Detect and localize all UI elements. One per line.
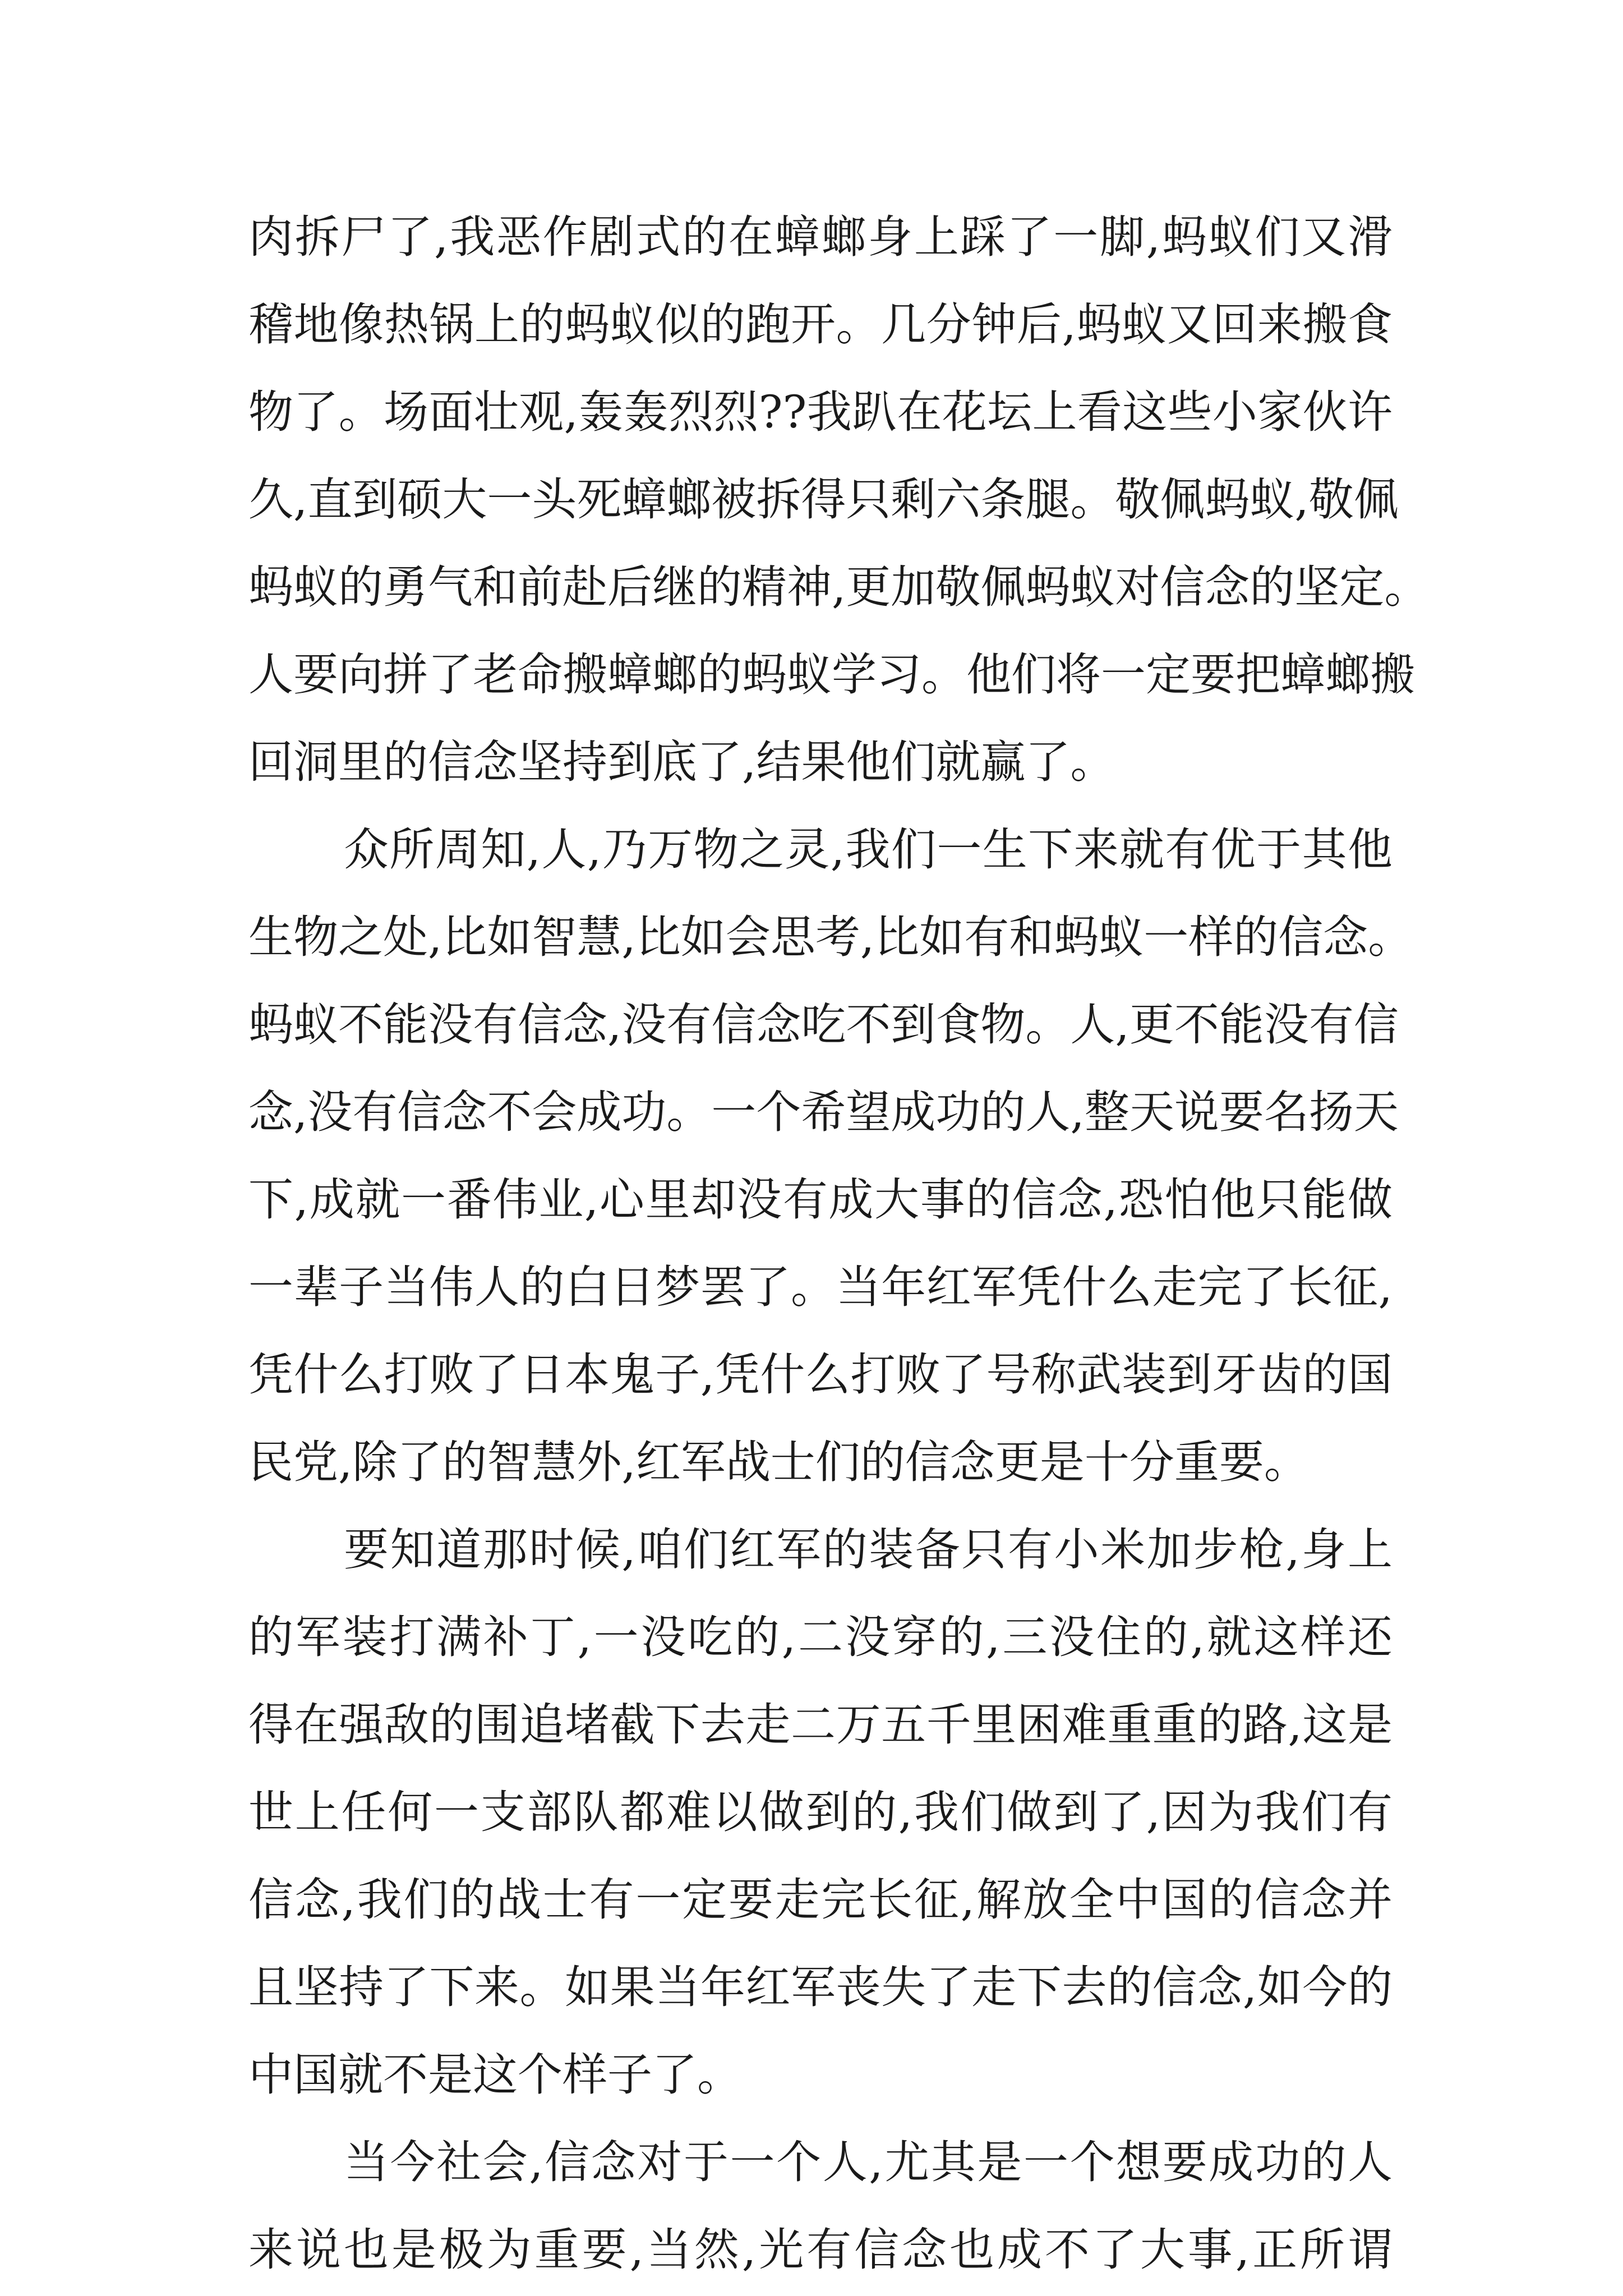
text-line: 众所周知,人,乃万物之灵,我们一生下来就有优于其他	[344, 823, 1393, 876]
text-line: 下,成就一番伟业,心里却没有成大事的信念,恐怕他只能做	[248, 1174, 1393, 1226]
text-line: 凭什么打败了日本鬼子,凭什么打败了号称武装到牙齿的国	[248, 1349, 1393, 1401]
text-line: 稽地像热锅上的蚂蚁似的跑开。几分钟后,蚂蚁又回来搬食	[248, 298, 1393, 351]
text-line: 肉拆尸了,我恶作剧式的在蟑螂身上踩了一脚,蚂蚁们又滑	[248, 211, 1393, 263]
text-line: 信念,我们的战士有一定要走完长征,解放全中国的信念并	[248, 1874, 1393, 1926]
text-line: 生物之处,比如智慧,比如会思考,比如有和蚂蚁一样的信念。	[248, 911, 1413, 963]
text-line: 回洞里的信念坚持到底了,结果他们就赢了。	[248, 736, 1115, 788]
text-line: 民党,除了的智慧外,红军战士们的信念更是十分重要。	[248, 1436, 1309, 1488]
text-line: 要知道那时候,咱们红军的装备只有小米加步枪,身上	[344, 1524, 1393, 1576]
paragraph-3	[248, 1506, 1393, 2119]
text-line: 念,没有信念不会成功。一个希望成功的人,整天说要名扬天	[248, 1086, 1399, 1138]
text-line: 且坚持了下来。如果当年红军丧失了走下去的信念,如今的	[248, 1961, 1393, 2013]
text-line: 得在强敌的围追堵截下去走二万五千里困难重重的路,这是	[248, 1699, 1393, 1751]
paragraph-1	[248, 194, 1430, 806]
text-line: 的军装打满补丁,一没吃的,二没穿的,三没住的,就这样还	[248, 1611, 1393, 1663]
document-body	[248, 194, 1430, 2294]
paragraph-4	[248, 2119, 1393, 2294]
paragraph-2	[248, 806, 1413, 1506]
text-line: 来说也是极为重要,当然,光有信念也成不了大事,正所谓	[248, 2224, 1393, 2276]
text-line: 久,直到硕大一头死蟑螂被拆得只剩六条腿。敬佩蚂蚁,敬佩	[248, 473, 1399, 526]
text-line: 中国就不是这个样子了。	[248, 2049, 742, 2101]
text-line: 当今社会,信念对于一个人,尤其是一个想要成功的人	[344, 2136, 1393, 2188]
text-line: 一辈子当伟人的白日梦罢了。当年红军凭什么走完了长征,	[248, 1261, 1393, 1313]
text-line: 蚂蚁的勇气和前赴后继的精神,更加敬佩蚂蚁对信念的坚定。	[248, 561, 1430, 613]
text-line: 物了。场面壮观,轰轰烈烈??我趴在花坛上看这些小家伙许	[248, 386, 1393, 438]
text-line: 世上任何一支部队都难以做到的,我们做到了,因为我们有	[248, 1786, 1393, 1838]
text-line: 人要向拼了老命搬蟑螂的蚂蚁学习。他们将一定要把蟑螂搬	[248, 648, 1415, 701]
text-line: 蚂蚁不能没有信念,没有信念吃不到食物。人,更不能没有信	[248, 999, 1399, 1051]
